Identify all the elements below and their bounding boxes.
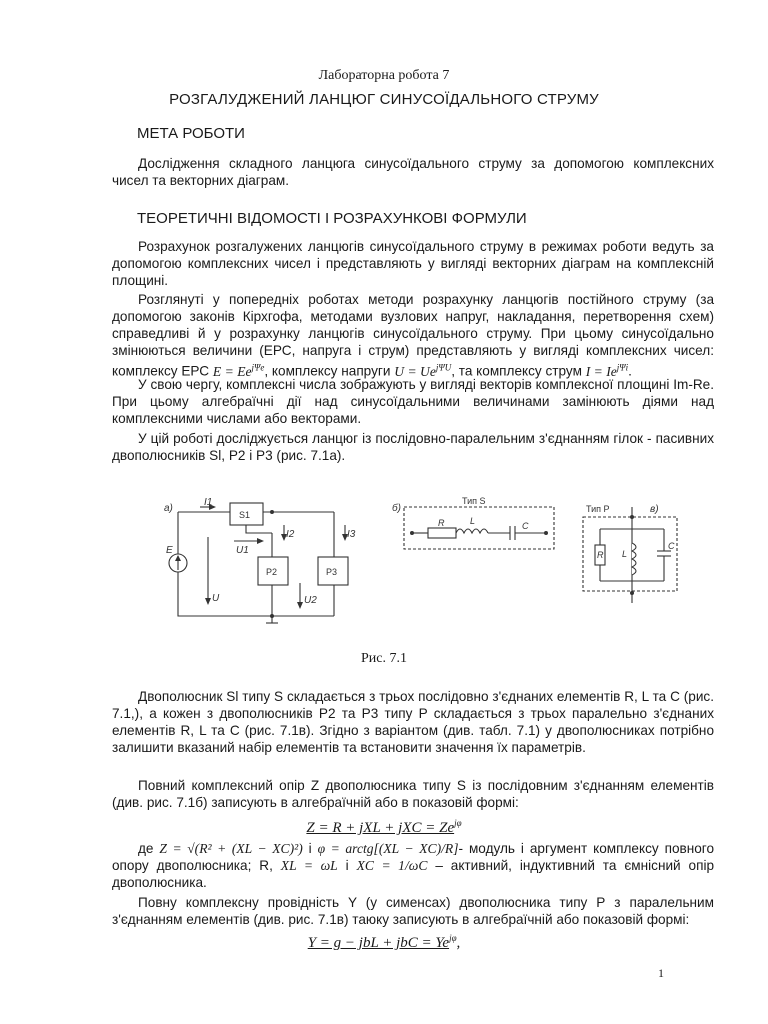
u-arrow-head <box>205 598 211 605</box>
paragraph-2 <box>112 291 714 380</box>
z-formula-base: Z = R + jXL + jXC = Ze <box>306 820 455 836</box>
label-b: б) <box>392 503 401 514</box>
label-p3: P3 <box>326 567 338 577</box>
label-u1: U1 <box>236 545 249 556</box>
paragraph-7-text-c: - модуль і аргумент комплексу повного опору двополюсника; R, <box>112 841 715 873</box>
paragraph-2-text-a: Розглянуті у попередніх роботах методи розрахунку ланцюгів постійного струму (за допомогою законів Кірхгофа, методами вузлових напруг, накладання, перетворення схем) справедливі й у розрахунку ланцюгів синусоїдального струму. При цьому синусоїдально змінюються величини (ЕРС, напруга і струм) представляють у вигляді комплексних чисел: комплексу ЕРС <box>112 292 714 379</box>
goal-heading: МЕТА РОБОТИ <box>137 125 245 142</box>
node-top <box>270 510 274 514</box>
type-s-terminal-left <box>410 531 414 535</box>
current-formula-exp: jΨi <box>616 362 629 372</box>
label-u2: U2 <box>304 595 317 606</box>
u2-arrow-head <box>297 602 303 609</box>
paragraph-2-text-d: . <box>628 363 632 379</box>
paragraph-3: У свою чергу, комплексні числа зображують у вигляді векторів комплексної площині Im-Re. При цьому алгебраїчні дії над синусоїдальними величинами замінюють діями над комплексними числами або векторами. <box>112 377 714 426</box>
label-s-r: R <box>438 518 445 528</box>
label-s-c: C <box>522 521 529 531</box>
type-s-resistor <box>428 528 456 538</box>
paragraph-1: Розрахунок розгалужених ланцюгів синусоїдального струму в режимах роботи ведуть за допомогою комплексних чисел і представляють у вигляді векторних діаграм на комплексній площині. <box>112 239 714 288</box>
y-formula-tail: , <box>456 935 461 951</box>
main-title: РОЗГАЛУДЖЕНИЙ ЛАНЦЮГ СИНУСОЇДАЛЬНОГО СТРУМУ <box>169 91 599 108</box>
node-bottom <box>270 614 274 618</box>
lab-title: Лабораторна робота 7 <box>318 68 450 83</box>
emf-formula-exp: jΨe <box>251 362 265 372</box>
xc-formula: XC = 1/ωC <box>356 858 428 873</box>
theory-heading: ТЕОРЕТИЧНІ ВІДОМОСТІ І РОЗРАХУНКОВІ ФОРМУЛИ <box>137 210 527 227</box>
label-p-l: L <box>622 549 628 559</box>
label-u: U <box>212 593 220 604</box>
u1-arrow-head <box>257 538 264 544</box>
y-formula-exp: jφ <box>449 933 457 943</box>
y-formula <box>0 933 768 952</box>
z-formula <box>0 818 768 837</box>
goal-text: Дослідження складного ланцюга синусоїдального струму за допомогою комплексних чисел та векторних діаграм. <box>112 156 714 188</box>
type-s-inductor <box>456 529 488 533</box>
voltage-formula-exp: jΨU <box>435 362 452 372</box>
label-i3: I3 <box>347 529 356 540</box>
figure-7-1 <box>150 495 690 635</box>
paragraph-6: Повний комплексний опір Z двополюсника типу S із послідовним з'єднанням елементів (див. рис. 7.1б) записують в алгебраїчній або в показовій формі: <box>112 778 714 810</box>
paragraph-2-text-c: , та комплексу струм <box>451 363 582 379</box>
emf-formula-base: E = Ee <box>212 363 252 379</box>
page-number: 1 <box>658 966 664 980</box>
xl-formula: XL = ωL <box>280 858 338 873</box>
paragraph-8: Повну комплексну провідність Y (у сименсах) двополюсника типу Р з паралельним з'єднанням елементів (див. рис. 7.1в) таюку записують в алгебраїчній або показовій формі: <box>112 895 714 927</box>
voltage-formula-base: U = Ue <box>394 363 436 379</box>
label-s1: S1 <box>239 510 251 520</box>
label-s-l: L <box>470 516 476 526</box>
paragraph-7-text-a: де <box>138 841 154 856</box>
paragraph-7-text-e: – активний, індуктивний та ємнісний опір двополюсника. <box>112 858 715 890</box>
type-s-terminal-right <box>544 531 548 535</box>
current-formula-base: I = Ie <box>585 363 617 379</box>
label-p2: P2 <box>266 567 278 577</box>
type-s-frame <box>404 507 554 549</box>
label-e: E <box>166 545 173 556</box>
type-p-inductor <box>632 543 636 575</box>
label-c: в) <box>650 504 659 515</box>
phi-formula: φ = arctg[(XL − XC)/R] <box>317 841 459 856</box>
label-a: а) <box>164 503 173 514</box>
paragraph-7-text-d: і <box>345 858 349 873</box>
z-formula-exp: jφ <box>454 818 462 828</box>
label-type-s: Тип S <box>462 496 486 506</box>
label-i2: I2 <box>286 529 295 540</box>
type-p-terminal-bottom <box>630 591 634 595</box>
type-p-terminal-top <box>630 515 634 519</box>
paragraph-4: У цій роботі досліджується ланцюг із послідовно-паралельним з'єднанням гілок - пасивних двополюсників Sl, Р2 і Р3 (рис. 7.1а). <box>112 431 714 463</box>
label-i1: I1 <box>204 497 213 508</box>
paragraph-2-text-b: , комплексу напруги <box>264 363 391 379</box>
label-type-p: Тип P <box>586 504 610 514</box>
figure-caption: Рис. 7.1 <box>361 651 407 666</box>
label-p-r: R <box>597 550 604 560</box>
z-modulus-formula: Z = √(R² + (XL − XC)²) <box>159 841 303 856</box>
paragraph-7-text-b: і <box>308 841 312 856</box>
label-p-c: C <box>668 541 675 551</box>
paragraph-7 <box>112 840 714 891</box>
paragraph-5: Двополюсник Sl типу S складається з трьох послідовно з'єднаних елементів R, L та C (рис. 7.1,), а кожен з двополюсників Р2 та Р3 типу P складається з трьох паралельно з'єднаних елементів R, L та C (рис. 7.1в). Згідно з варіантом (див. табл. 7.1) у двополюсниках потрібно залишити вказаний набір елементів та встановити значення їх параметрів. <box>112 689 714 755</box>
y-formula-base: Y = g − jbL + jbC = Ye <box>307 935 450 951</box>
